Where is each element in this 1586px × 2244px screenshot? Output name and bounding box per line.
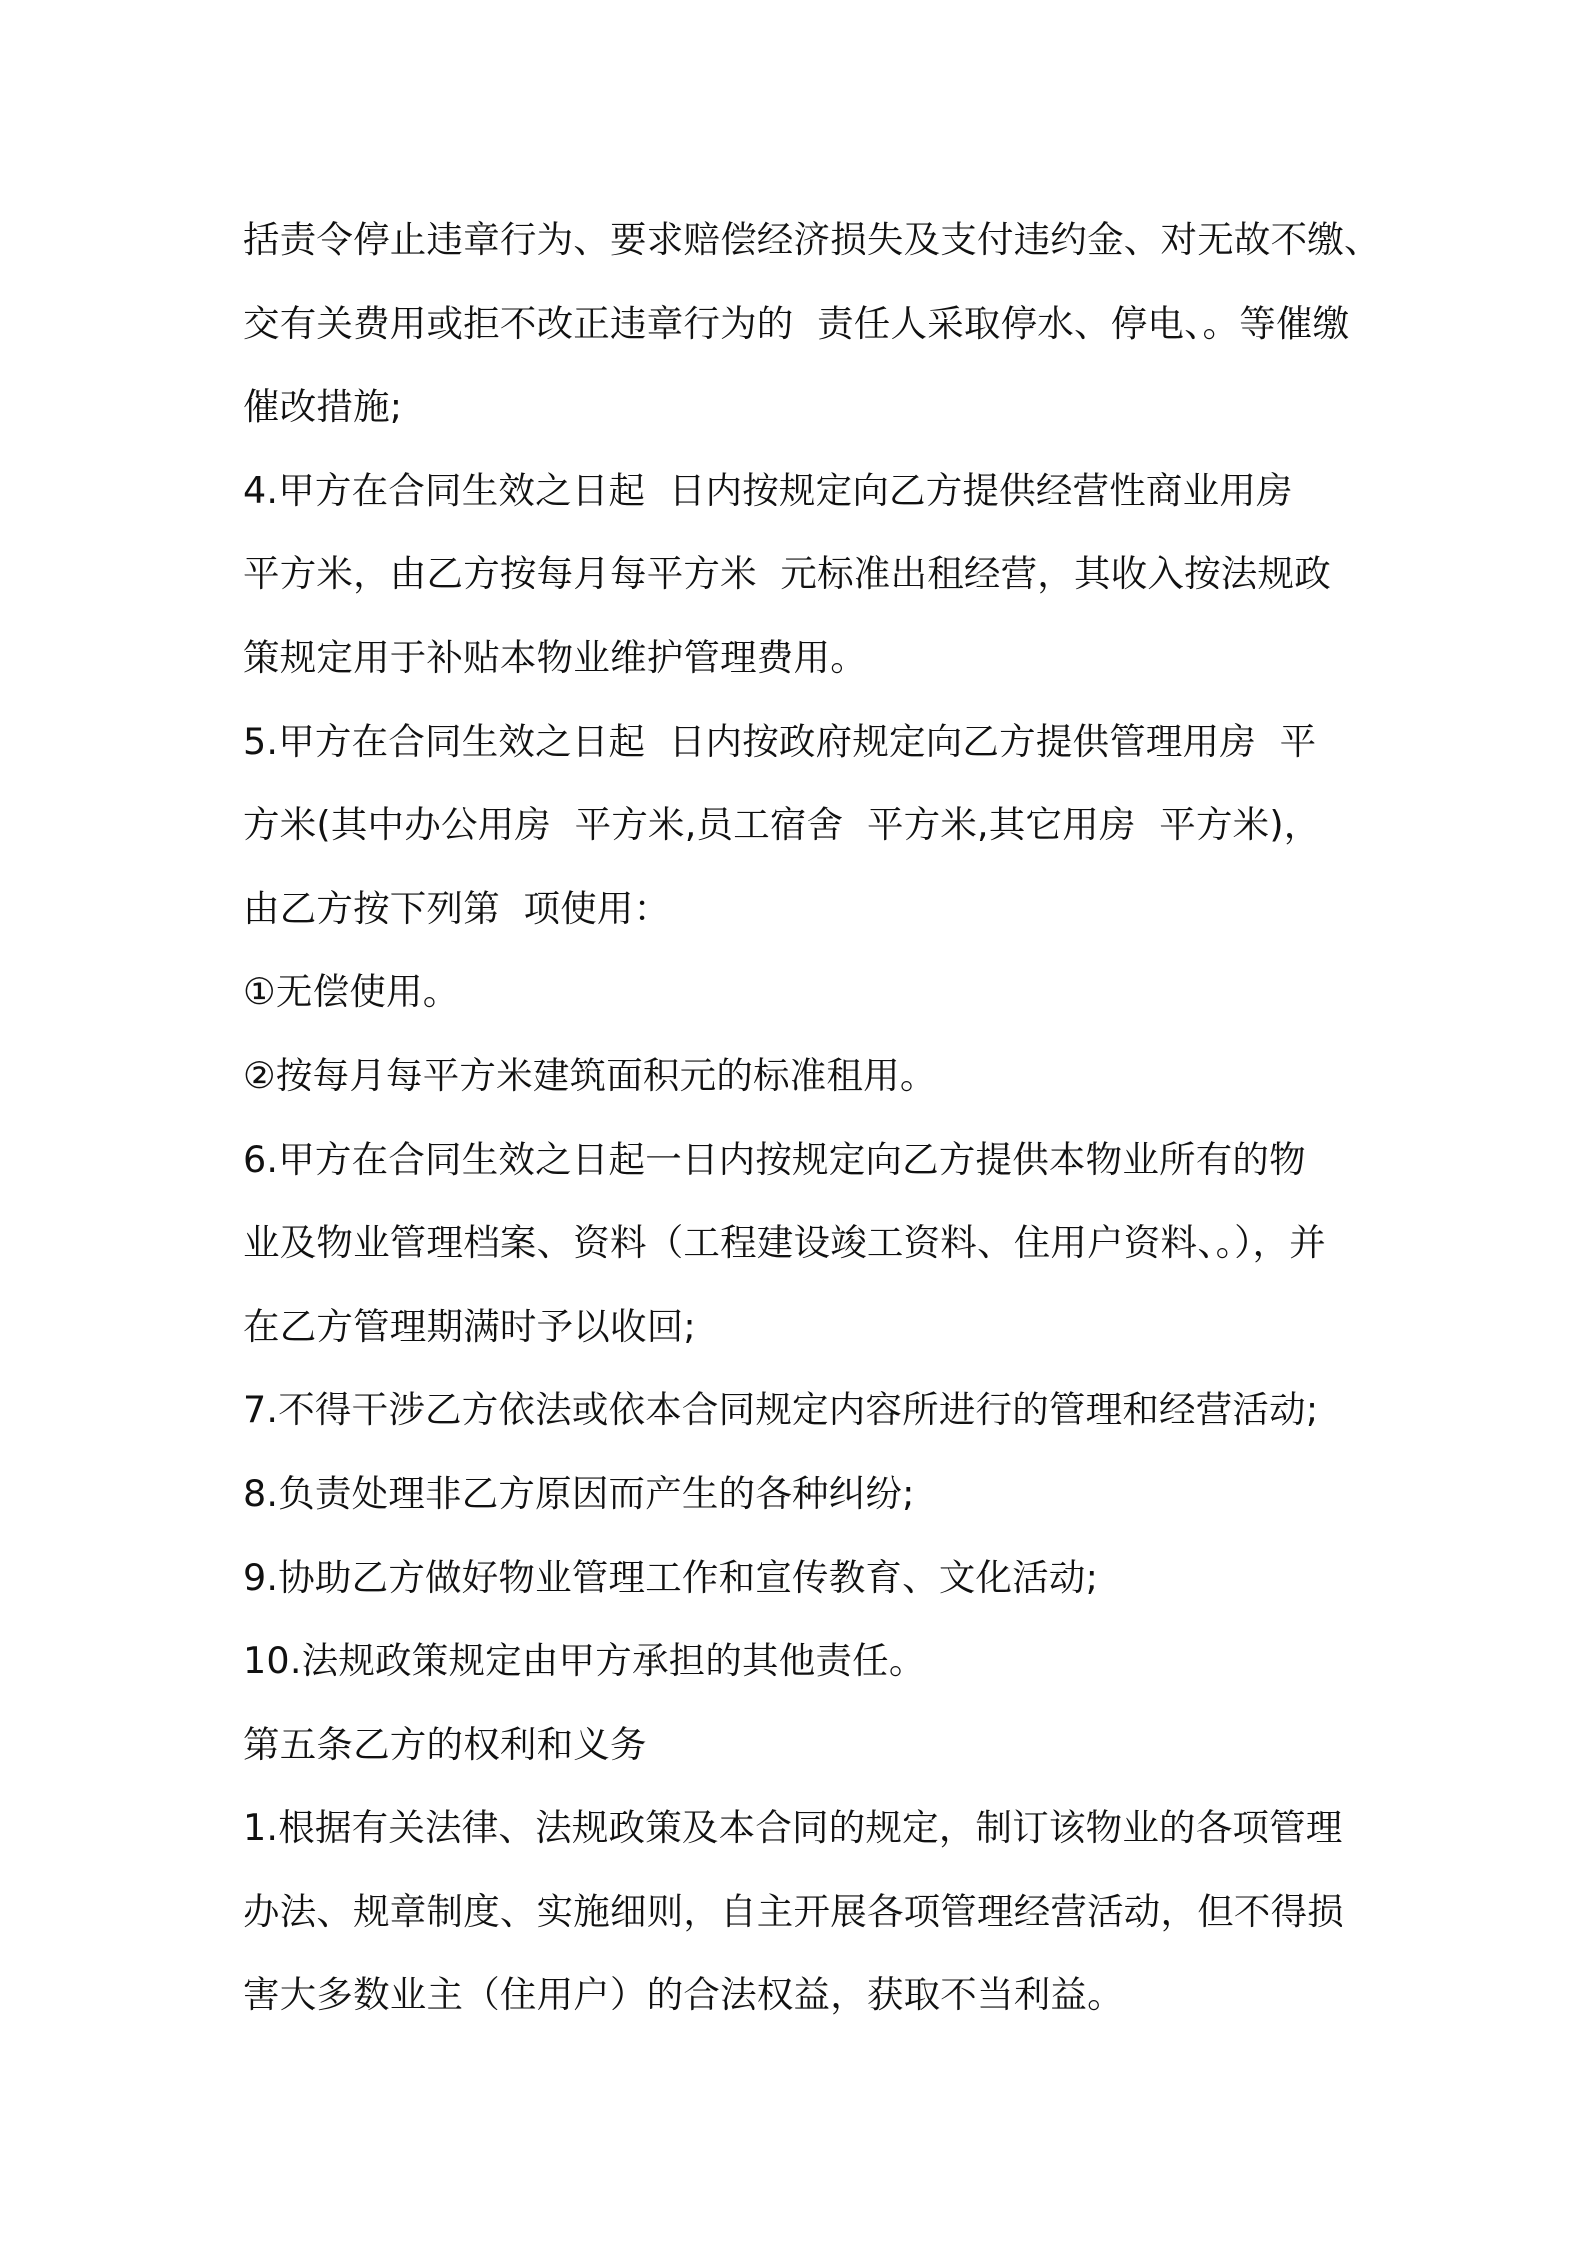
text-line: 4.甲方在合同生效之日起 日内按规定向乙方提供经营性商业用房	[243, 468, 1293, 512]
text-line: 括责令停止违章行为、要求赔偿经济损失及支付违约金、对无故不缴、	[243, 218, 1381, 261]
text-line: 1.根据有关法律、法规政策及本合同的规定，制订该物业的各项管理	[243, 1806, 1343, 1850]
text-line: ②按每月每平方米建筑面积元的标准租用。	[243, 1053, 937, 1097]
text-line: 催改措施;	[243, 385, 403, 429]
text-line: 5.甲方在合同生效之日起 日内按政府规定向乙方提供管理用房 平	[243, 719, 1317, 763]
text-line: 10.法规政策规定由甲方承担的其他责任。	[243, 1639, 926, 1683]
text-line: 策规定用于补贴本物业维护管理费用。	[243, 635, 867, 679]
text-line: 9.协助乙方做好物业管理工作和宣传教育、文化活动;	[243, 1555, 1099, 1599]
text-line: 6.甲方在合同生效之日起一日内按规定向乙方提供本物业所有的物	[243, 1137, 1306, 1181]
text-line: 8.负责处理非乙方原因而产生的各种纠纷;	[243, 1471, 915, 1515]
text-line: 由乙方按下列第 项使用：	[243, 886, 671, 930]
text-line: 平方米，由乙方按每月每平方米 元标准出租经营，其收入按法规政	[243, 552, 1331, 596]
document-body	[243, 205, 1381, 2044]
text-line: 业及物业管理档案、资料（工程建设竣工资料、住用户资料、。），并	[243, 1221, 1326, 1265]
text-line: 在乙方管理期满时予以收回;	[243, 1304, 696, 1348]
section-heading: 第五条乙方的权利和义务	[243, 1722, 647, 1766]
text-line: ①无偿使用。	[243, 970, 460, 1014]
text-line: 方米(其中办公用房 平方米,员工宿舍 平方米,其它用房 平方米)，	[243, 803, 1321, 847]
text-line: 7.不得干涉乙方依法或依本合同规定内容所进行的管理和经营活动;	[243, 1388, 1319, 1432]
text-line: 办法、规章制度、实施细则，自主开展各项管理经营活动，但不得损	[243, 1889, 1344, 1933]
text-line: 交有关费用或拒不改正违章行为的 责任人采取停水、停电、。等催缴	[243, 301, 1350, 345]
text-line: 害大多数业主（住用户）的合法权益，获取不当利益。	[243, 1973, 1124, 2017]
